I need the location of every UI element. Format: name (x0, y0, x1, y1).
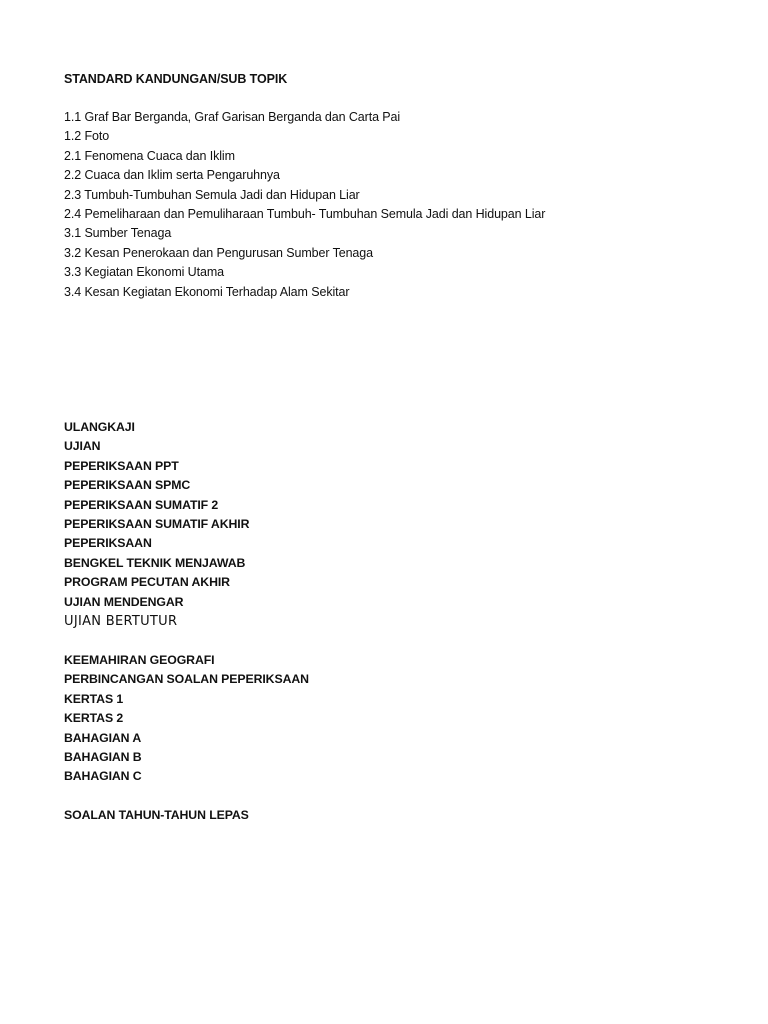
skill-item: KERTAS 2 (64, 711, 124, 726)
skill-item: PERBINCANGAN SOALAN PEPERIKSAAN (64, 672, 309, 687)
skill-item: KERTAS 1 (64, 691, 124, 706)
activity-item: PEPERIKSAAN (64, 536, 152, 551)
topic-item: 1.2 Foto (64, 129, 110, 144)
topics-list (64, 108, 545, 302)
activity-item: UJIAN (64, 439, 101, 454)
skill-item: BAHAGIAN C (64, 769, 142, 784)
past-papers-label: SOALAN TAHUN-TAHUN LEPAS (64, 808, 249, 822)
skill-item: BAHAGIAN A (64, 730, 142, 745)
topic-item: 2.1 Fenomena Cuaca dan Iklim (64, 148, 235, 163)
topic-item: 3.3 Kegiatan Ekonomi Utama (64, 265, 224, 280)
activity-item: PEPERIKSAAN SUMATIF 2 (64, 497, 219, 512)
topic-item: 2.2 Cuaca dan Iklim serta Pengaruhnya (64, 168, 280, 183)
topic-item: 3.2 Kesan Penerokaan dan Pengurusan Sumber Tenaga (64, 245, 373, 260)
topic-item: 1.1 Graf Bar Berganda, Graf Garisan Berganda dan Carta Pai (64, 110, 401, 124)
topic-item: 2.3 Tumbuh-Tumbuhan Semula Jadi dan Hidupan Liar (64, 187, 360, 202)
topic-item: 3.1 Sumber Tenaga (64, 226, 172, 241)
page-heading: STANDARD KANDUNGAN/SUB TOPIK (64, 72, 288, 86)
heading-section (64, 70, 287, 89)
activity-item: PEPERIKSAAN SPMC (64, 478, 191, 493)
topic-item: 2.4 Pemeliharaan dan Pemuliharaan Tumbuh- Tumbuhan Semula Jadi dan Hidupan Liar (64, 207, 546, 222)
skill-item: BAHAGIAN B (64, 750, 142, 765)
skills-list (64, 651, 309, 787)
activity-item: PEPERIKSAAN SUMATIF AKHIR (64, 517, 250, 532)
topic-item: 3.4 Kesan Kegiatan Ekonomi Terhadap Alam Sekitar (64, 284, 350, 299)
activity-item: PEPERIKSAAN PPT (64, 458, 179, 473)
past-papers-section (64, 806, 249, 825)
activity-item: UJIAN BERTUTUR (64, 614, 178, 630)
activity-item: BENGKEL TEKNIK MENJAWAB (64, 555, 246, 570)
skill-item: KEEMAHIRAN GEOGRAFI (64, 653, 215, 667)
activity-item: ULANGKAJI (64, 420, 135, 434)
activity-item: UJIAN MENDENGAR (64, 594, 184, 609)
activities-list (64, 418, 249, 631)
activity-item: PROGRAM PECUTAN AKHIR (64, 575, 230, 590)
